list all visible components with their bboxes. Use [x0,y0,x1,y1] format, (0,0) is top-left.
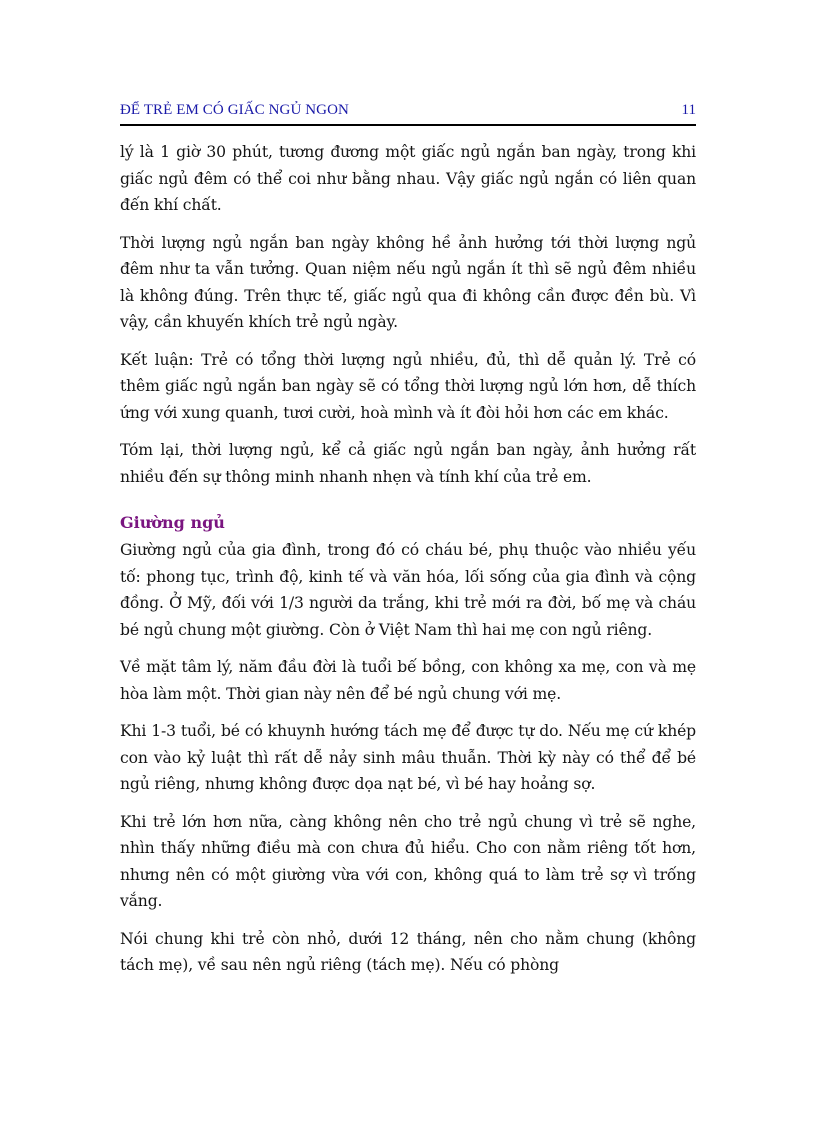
paragraph: Nói chung khi trẻ còn nhỏ, dưới 12 tháng, nên cho nằm chung (không tách mẹ), về sau nên ngủ riêng (tách mẹ). Nếu có phòng [120,929,696,974]
paragraph: Giường ngủ của gia đình, trong đó có cháu bé, phụ thuộc vào nhiều yếu tố: phong tục, trình độ, kinh tế và văn hóa, lối sống của gia đình và cộng đồng. Ở Mỹ, đối với 1/3 người da trắng, khi trẻ mới ra đời, bố mẹ và cháu bé ngủ chung một giường. Còn ở Việt Nam thì hai mẹ con ngủ riêng. [120,541,696,639]
paragraph: Khi 1-3 tuổi, bé có khuynh hướng tách mẹ để được tự do. Nếu mẹ cứ khép con vào kỷ luật thì rất dễ nảy sinh mâu thuẫn. Thời kỳ này có thể để bé ngủ riêng, nhưng không được dọa nạt bé, vì bé hay hoảng sợ. [120,722,696,793]
running-title: ĐỂ TRẺ EM CÓ GIẤC NGỦ NGON [120,102,349,118]
page-number: 11 [681,102,696,118]
paragraph: Về mặt tâm lý, năm đầu đời là tuổi bế bồng, con không xa mẹ, con và mẹ hòa làm một. Thời gian này nên để bé ngủ chung với mẹ. [120,658,696,703]
paragraph: Khi trẻ lớn hơn nữa, càng không nên cho trẻ ngủ chung vì trẻ sẽ nghe, nhìn thấy những điều mà con chưa đủ hiểu. Cho con nằm riêng tốt hơn, nhưng nên có một giường vừa với con, không quá to làm trẻ sợ vì trống vắng. [120,812,696,910]
paragraph: Thời lượng ngủ ngắn ban ngày không hề ảnh hưởng tới thời lượng ngủ đêm như ta vẫn tưởng. Quan niệm nếu ngủ ngắn ít thì sẽ ngủ đêm nhiều là không đúng. Trên thực tế, giấc ngủ qua đi không cần được đền bù. Vì vậy, cần khuyến khích trẻ ngủ ngày. [120,233,696,331]
paragraph: Kết luận: Trẻ có tổng thời lượng ngủ nhiều, đủ, thì dễ quản lý. Trẻ có thêm giấc ngủ ngắn ban ngày sẽ có tổng thời lượng ngủ lớn hơn, dễ thích ứng với xung quanh, tươi cười, hoà mình và ít đòi hỏi hơn các em khác. [120,350,696,422]
paragraph: lý là 1 giờ 30 phút, tương đương một giấc ngủ ngắn ban ngày, trong khi giấc ngủ đêm có thể coi như bằng nhau. Vậy giấc ngủ ngắn có liên quan đến khí chất. [120,143,696,214]
page-body [120,139,696,990]
paragraph: Tóm lại, thời lượng ngủ, kể cả giấc ngủ ngắn ban ngày, ảnh hưởng rất nhiều đến sự thông minh nhanh nhẹn và tính khí của trẻ em. [120,441,696,486]
section-heading: Giường ngủ [120,513,225,532]
page-header [120,100,696,126]
